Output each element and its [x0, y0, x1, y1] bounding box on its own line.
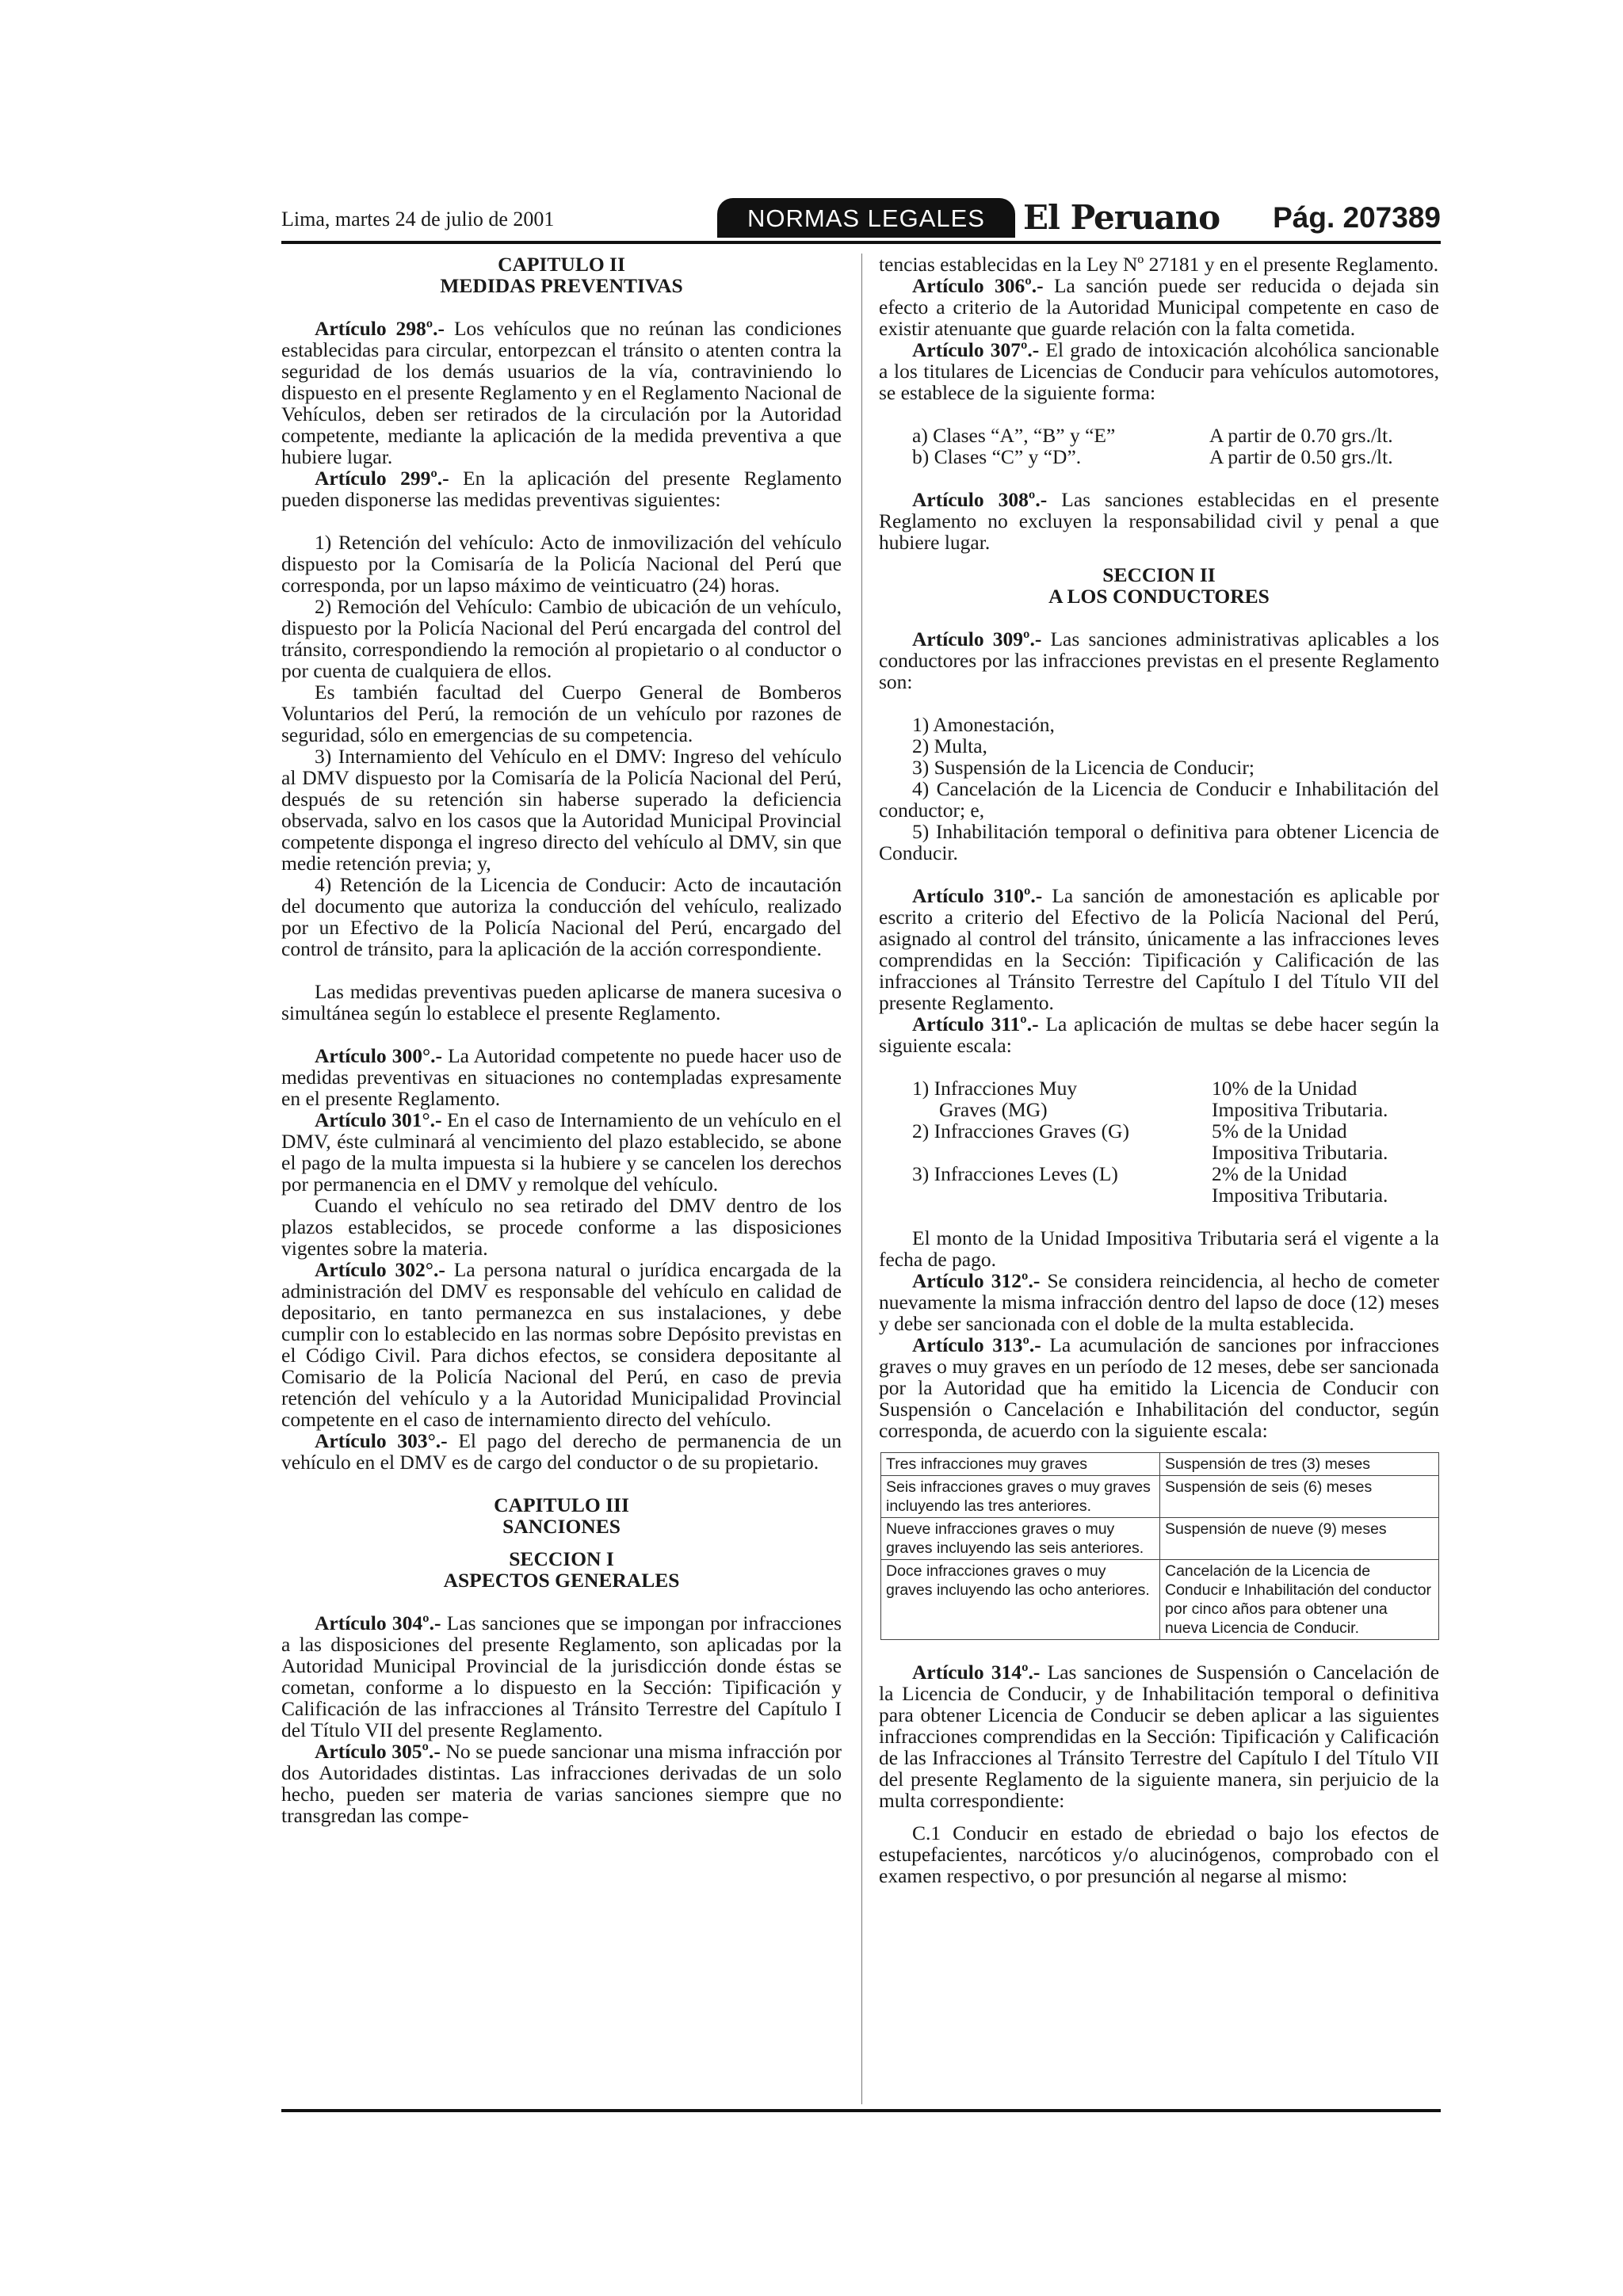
infraction-type: 3) Infracciones Leves (L)	[912, 1162, 1118, 1185]
fine-unit: Impositiva Tributaria.	[1212, 1098, 1388, 1121]
section-subtitle: ASPECTOS GENERALES	[443, 1569, 680, 1592]
table-cell: Nueve infracciones graves o muy graves incluyendo las seis anteriores.	[881, 1518, 1160, 1560]
article-label: Artículo 302°.-	[315, 1258, 445, 1281]
article-label: Artículo 312º.-	[912, 1269, 1041, 1292]
fine-row	[879, 1163, 1439, 1206]
section-tab: NORMAS LEGALES	[717, 198, 1015, 238]
continuation-text: tencias establecidas en la Ley Nº 27181 y en el presente Reglamento.	[879, 253, 1439, 276]
table-cell: Seis infracciones graves o muy graves incluyendo las tres anteriores.	[881, 1476, 1160, 1518]
article-text: La Autoridad competente no puede hacer uso de medidas preventivas en situaciones no contempladas expresamente en el presente Reglamento.	[281, 1044, 842, 1110]
fine-unit: Impositiva Tributaria.	[1212, 1184, 1388, 1207]
article-text: La aplicación de multas se debe hacer según la siguiente escala:	[879, 1013, 1439, 1057]
section-title: SECCION I	[509, 1547, 614, 1570]
article-text: En el caso de Internamiento de un vehículo en el DMV, éste culminará al vencimiento del plazo establecido, se abone el pago de la multa impuesta si la hubiere y se cancelen los derechos por permanencia en el DMV y remolque del vehículo.	[281, 1108, 842, 1196]
article-label: Artículo 309º.-	[912, 627, 1042, 650]
section-title: SECCION II	[1102, 563, 1216, 586]
chapter-title: CAPITULO II	[498, 253, 625, 276]
article-311	[879, 1013, 1439, 1056]
page-number: Pág. 207389	[1273, 201, 1441, 234]
right-column	[879, 254, 1439, 1886]
article-text: Las sanciones de Suspensión o Cancelación de la Licencia de Conducir, y de Inhabilitación temporal o definitiva para obtener Licencia de Conducir se deben aplicar a las siguientes infracciones comprendidas en la Sección: Tipificación y Calificación de las Infracciones al Tránsito Terrestre del Capítulo I del Título VII del presente Reglamento de la siguiente manera, sin perjuicio de la multa correspondiente:	[879, 1661, 1440, 1812]
fine-amount: 10% de la Unidad	[1212, 1077, 1358, 1100]
chapter-subtitle: MEDIDAS PREVENTIVAS	[440, 274, 683, 297]
footer-rule	[281, 2109, 1441, 2112]
measures-note: Las medidas preventivas pueden aplicarse de manera sucesiva o simultánea según lo establece el presente Reglamento.	[281, 980, 842, 1024]
article-301	[281, 1109, 842, 1195]
article-307	[879, 339, 1439, 403]
fines-scale	[879, 1077, 1439, 1206]
sanction-item: 5) Inhabilitación temporal o definitiva para obtener Licencia de Conducir.	[879, 820, 1439, 864]
article-label: Artículo 306º.-	[912, 274, 1044, 297]
header-rule	[281, 241, 1441, 244]
issue-date: Lima, martes 24 de julio de 2001	[281, 208, 555, 231]
article-label: Artículo 301°.-	[315, 1108, 442, 1131]
article-label: Artículo 304º.-	[315, 1611, 441, 1634]
table-cell: Tres infracciones muy graves	[881, 1453, 1160, 1476]
chapter-subtitle: SANCIONES	[502, 1515, 621, 1538]
table-cell: Suspensión de seis (6) meses	[1160, 1476, 1439, 1518]
alcohol-limit: A partir de 0.70 grs./lt.	[1209, 424, 1393, 447]
article-label: Artículo 308º.-	[912, 488, 1048, 511]
article-312	[879, 1270, 1439, 1334]
article-303	[281, 1430, 842, 1473]
table-row	[881, 1518, 1439, 1560]
suspension-table	[880, 1452, 1439, 1640]
fine-amount: 2% de la Unidad	[1212, 1162, 1347, 1185]
article-text: La acumulación de sanciones por infracciones graves o muy graves en un período de 12 meses, debe ser sancionada por la Autoridad que ha emitido la Licencia de Conducir con Suspensión o Cancelación e Inhabilitación del conductor, según corresponda, de acuerdo con la siguiente escala:	[879, 1333, 1440, 1442]
column-divider	[861, 254, 862, 2104]
measure-3: 3) Internamiento del Vehículo en el DMV: Ingreso del vehículo al DMV dispuesto por la Comisaría de la Policía Nacional del Perú, después de su retención sin haberse superado la deficiencia observada, salvo en los casos que la Autoridad Municipal Provincial competente disponga el ingreso directo del vehículo al DMV, sin que medie retención previa; y,	[281, 745, 842, 875]
newspaper-logo: El Peruano	[1023, 198, 1220, 237]
uit-note: El monto de la Unidad Impositiva Tributaria será el vigente a la fecha de pago.	[879, 1226, 1439, 1271]
article-309	[879, 628, 1439, 692]
article-308	[879, 489, 1439, 553]
article-305	[281, 1741, 842, 1826]
section-subtitle: A LOS CONDUCTORES	[1048, 585, 1270, 608]
infraction-c1: C.1 Conducir en estado de ebriedad o bajo los efectos de estupefacientes, narcóticos y/o alucinógenos, comprobado con el examen respectivo, o por presunción al negarse al mismo:	[879, 1821, 1439, 1887]
article-label: Artículo 303°.-	[315, 1429, 448, 1452]
article-text: No se puede sancionar una misma infracción por dos Autoridades distintas. Las infracciones derivadas de un solo hecho, pueden ser materia de varias sanciones siempre que no transgredan las compe-	[281, 1740, 842, 1827]
article-label: Artículo 314º.-	[912, 1661, 1041, 1684]
article-text: Los vehículos que no reúnan las condiciones establecidas para circular, entorpezcan el tránsito o atenten contra la seguridad de los demás usuarios de la vía, contraviniendo lo dispuesto en el presente Reglamento y en el Reglamento Nacional de Vehículos, deben ser retirados de la circulación por la Autoridad competente, mediante la aplicación de la medida preventiva a que hubiere lugar.	[281, 317, 842, 468]
table-row	[881, 1476, 1439, 1518]
table-cell: Suspensión de nueve (9) meses	[1160, 1518, 1439, 1560]
article-313	[879, 1334, 1439, 1441]
chapter-title: CAPITULO III	[494, 1493, 629, 1516]
table-cell: Suspensión de tres (3) meses	[1160, 1453, 1439, 1476]
infraction-type: 1) Infracciones Muy	[912, 1077, 1078, 1100]
article-300	[281, 1045, 842, 1109]
fine-unit: Impositiva Tributaria.	[1212, 1141, 1388, 1164]
article-text: Se considera reincidencia, al hecho de cometer nuevamente la misma infracción dentro del lapso de doce (12) meses y debe ser sancionada con el doble de la multa establecida.	[879, 1269, 1440, 1335]
license-class: a) Clases “A”, “B” y “E”	[912, 424, 1116, 447]
article-314	[879, 1661, 1439, 1811]
article-text: En la aplicación del presente Reglamento pueden disponerse las medidas preventivas siguientes:	[281, 467, 842, 511]
article-298	[281, 318, 842, 467]
sanction-item: 2) Multa,	[912, 734, 987, 757]
article-label: Artículo 299º.-	[315, 467, 449, 490]
article-text: La persona natural o jurídica encargada de la administración del DMV es responsable del vehículo en calidad de depositario, en tanto permanezca en sus instalaciones, y debe cumplir con lo establecido en las normas sobre Depósito previstas en el Código Civil. Para dichos efectos, se considera depositante al Comisario de la Policía Nacional del Perú, en caso de previa retención del vehículo y a la Autoridad Municipalidad Provincial competente en el caso de internamiento directo del vehículo.	[281, 1258, 842, 1431]
article-label: Artículo 307º.-	[912, 338, 1040, 361]
table-cell: Doce infracciones graves o muy graves incluyendo las ocho anteriores.	[881, 1560, 1160, 1640]
article-label: Artículo 313º.-	[912, 1333, 1041, 1356]
fine-amount: 5% de la Unidad	[1212, 1119, 1347, 1142]
article-text: El pago del derecho de permanencia de un vehículo en el DMV es de cargo del conductor o de su propietario.	[281, 1429, 842, 1474]
measure-4: 4) Retención de la Licencia de Conducir: Acto de incautación del documento que autoriza la conducción del vehículo, realizado por un Efectivo de la Policía Nacional del Perú, encargado del control de tránsito, para la aplicación de la acción correspondiente.	[281, 873, 842, 960]
article-302	[281, 1259, 842, 1430]
article-text: Las sanciones establecidas en el presente Reglamento no excluyen la responsabilidad civil y penal a que hubiere lugar.	[879, 488, 1440, 554]
page-header	[281, 198, 1441, 241]
license-class: b) Clases “C” y “D”.	[912, 445, 1082, 468]
sanction-item: 4) Cancelación de la Licencia de Conducir e Inhabilitación del conductor; e,	[879, 777, 1439, 822]
article-label: Artículo 311º.-	[912, 1013, 1039, 1035]
article-text: Las sanciones administrativas aplicables a los conductores por las infracciones previstas en el presente Reglamento son:	[879, 627, 1439, 693]
article-label: Artículo 305º.-	[315, 1740, 441, 1763]
article-text: La sanción puede ser reducida o dejada sin efecto a criterio de la Autoridad Municipal competente en caso de existir atenuante que guarde relación con la falta cometida.	[879, 274, 1439, 340]
article-text: Las sanciones que se impongan por infracciones a las disposiciones del presente Reglamento, son aplicadas por la Autoridad Municipal Provincial de la jurisdicción donde éstas se cometan, conforme a lo dispuesto en la Sección: Tipificación y Calificación de las infracciones al Tránsito Terrestre del Capítulo I del Título VII del presente Reglamento.	[281, 1611, 842, 1741]
table-row	[881, 1560, 1439, 1640]
alcohol-limit-row	[879, 446, 1439, 467]
article-label: Artículo 310º.-	[912, 884, 1043, 907]
article-label: Artículo 298º.-	[315, 317, 445, 340]
table-row	[881, 1453, 1439, 1476]
article-304	[281, 1612, 842, 1741]
measure-2-note: Es también facultad del Cuerpo General de Bomberos Voluntarios del Perú, la remoción de un vehículo por razones de seguridad, sólo en emergencias de su competencia.	[281, 681, 842, 746]
article-301-paragraph: Cuando el vehículo no sea retirado del DMV dentro de los plazos establecidos, se procede conforme a las disposiciones vigentes sobre la materia.	[281, 1194, 842, 1260]
infraction-type: 2) Infracciones Graves (G)	[912, 1119, 1129, 1142]
alcohol-limit-row	[879, 425, 1439, 446]
fine-row	[879, 1077, 1439, 1120]
table-cell: Cancelación de la Licencia de Conducir e Inhabilitación del conductor por cinco años para obtener una nueva Licencia de Conducir.	[1160, 1560, 1439, 1640]
article-299	[281, 467, 842, 510]
article-306	[879, 275, 1439, 339]
article-text: El grado de intoxicación alcohólica sancionable a los titulares de Licencias de Conducir para vehículos automotores, se establece de la siguiente forma:	[879, 338, 1439, 404]
article-label: Artículo 300°.-	[315, 1044, 443, 1067]
fine-row	[879, 1120, 1439, 1163]
infraction-type-cont: Graves (MG)	[939, 1098, 1048, 1121]
sanction-item: 3) Suspensión de la Licencia de Conducir;	[912, 756, 1254, 779]
left-column	[281, 254, 842, 1826]
article-text: La sanción de amonestación es aplicable por escrito a criterio del Efectivo de la Policía Nacional del Perú, asignado al control del tránsito, únicamente a las infracciones leves comprendidas en la Sección: Tipificación y Calificación de las infracciones al Tránsito Terrestre del Capítulo I del Título VII del presente Reglamento.	[879, 884, 1439, 1014]
alcohol-limit: A partir de 0.50 grs./lt.	[1209, 445, 1393, 468]
measure-1: 1) Retención del vehículo: Acto de inmovilización del vehículo dispuesto por la Comisaría de la Policía Nacional del Perú que corresponda, por un lapso máximo de veinticuatro (24) horas.	[281, 531, 842, 597]
measure-2: 2) Remoción del Vehículo: Cambio de ubicación de un vehículo, dispuesto por la Policía Nacional del Perú encargada del control del tránsito, correspondiendo la remoción al propietario o al conductor o por cuenta de cualquiera de ellos.	[281, 595, 842, 682]
sanction-item: 1) Amonestación,	[912, 713, 1055, 736]
article-310	[879, 885, 1439, 1013]
